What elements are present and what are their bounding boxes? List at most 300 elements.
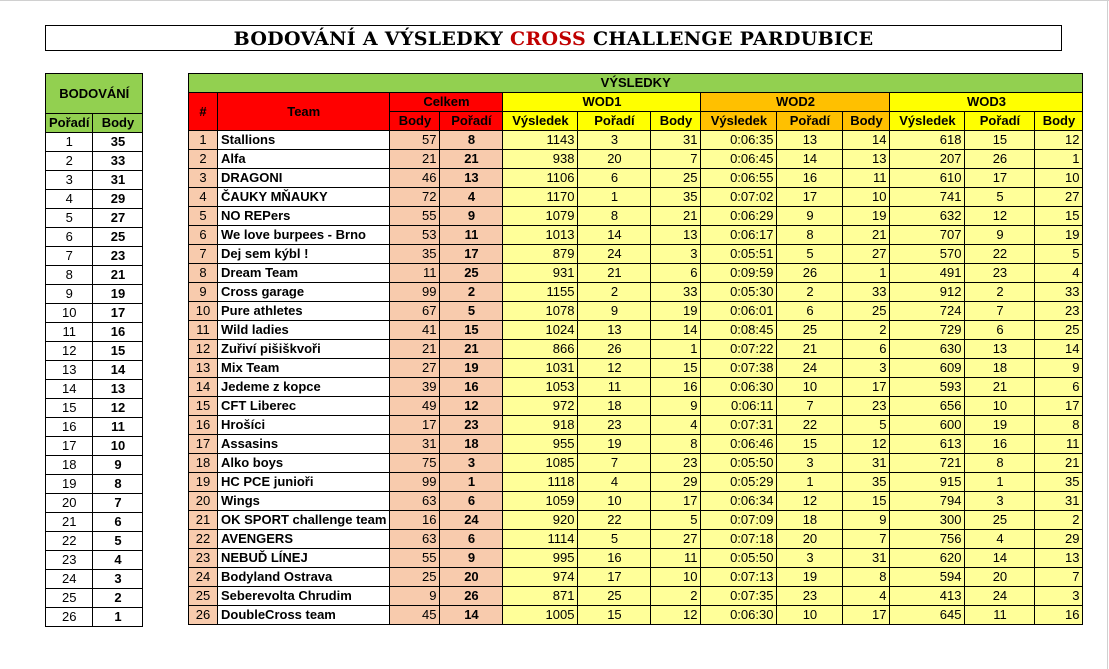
cell-wod2-body: 4	[843, 587, 890, 606]
cell-wod2-body: 11	[843, 169, 890, 188]
cell-wod2-poradi: 6	[777, 302, 843, 321]
cell-wod3-poradi: 7	[965, 302, 1035, 321]
cell-wod1-poradi: 7	[578, 454, 651, 473]
cell-wod1-poradi: 12	[578, 359, 651, 378]
cell-num: 6	[189, 226, 218, 245]
sub-wod2-body: Body	[843, 112, 890, 131]
cell-wod1-poradi: 22	[578, 511, 651, 530]
cell-num: 7	[189, 245, 218, 264]
cell-wod1-body: 23	[651, 454, 701, 473]
cell-wod3-body: 16	[1035, 606, 1083, 625]
cell-wod1-poradi: 13	[578, 321, 651, 340]
cell-wod1-body: 12	[651, 606, 701, 625]
cell-wod2-vysledek: 0:06:46	[701, 435, 777, 454]
cell-wod1-body: 5	[651, 511, 701, 530]
cell-wod3-poradi: 1	[965, 473, 1035, 492]
cell-wod2-poradi: 7	[777, 397, 843, 416]
cell-wod2-poradi: 13	[777, 131, 843, 150]
cell-total-body: 35	[390, 245, 440, 264]
cell-wod1-vysledek: 866	[503, 340, 578, 359]
cell-wod2-vysledek: 0:06:30	[701, 378, 777, 397]
cell-wod2-poradi: 19	[777, 568, 843, 587]
cell-total-body: 53	[390, 226, 440, 245]
cell-wod1-poradi: 5	[578, 530, 651, 549]
scoring-rank: 6	[46, 228, 93, 247]
cell-wod2-vysledek: 0:05:30	[701, 283, 777, 302]
cell-wod3-body: 7	[1035, 568, 1083, 587]
cell-team: Hrošíci	[218, 416, 390, 435]
cell-team: Jedeme z kopce	[218, 378, 390, 397]
cell-wod1-vysledek: 1078	[503, 302, 578, 321]
cell-num: 5	[189, 207, 218, 226]
cell-wod2-vysledek: 0:07:35	[701, 587, 777, 606]
scoring-rank: 17	[46, 437, 93, 456]
scoring-row	[46, 570, 143, 589]
cell-wod1-vysledek: 1143	[503, 131, 578, 150]
cell-wod3-body: 3	[1035, 587, 1083, 606]
col-num: #	[189, 93, 218, 131]
cell-wod1-body: 7	[651, 150, 701, 169]
cell-wod1-body: 3	[651, 245, 701, 264]
title-text-2: CHALLENGE PARDUBICE	[586, 28, 874, 50]
table-row	[189, 150, 1083, 169]
scoring-rank: 3	[46, 171, 93, 190]
cell-wod1-body: 21	[651, 207, 701, 226]
cell-num: 25	[189, 587, 218, 606]
cell-num: 13	[189, 359, 218, 378]
cell-wod2-vysledek: 0:06:35	[701, 131, 777, 150]
scoring-rank: 12	[46, 342, 93, 361]
scoring-row	[46, 209, 143, 228]
sub-total-body: Body	[390, 112, 440, 131]
cell-team: CFT Liberec	[218, 397, 390, 416]
cell-wod2-poradi: 23	[777, 587, 843, 606]
cell-total-poradi: 19	[440, 359, 503, 378]
scoring-row	[46, 551, 143, 570]
sub-wod1-poradi: Pořadí	[578, 112, 651, 131]
cell-total-body: 21	[390, 150, 440, 169]
cell-wod1-body: 6	[651, 264, 701, 283]
cell-wod3-poradi: 23	[965, 264, 1035, 283]
cell-wod1-poradi: 14	[578, 226, 651, 245]
table-row	[189, 131, 1083, 150]
cell-wod2-body: 27	[843, 245, 890, 264]
cell-wod3-vysledek: 632	[890, 207, 965, 226]
cell-wod3-body: 1	[1035, 150, 1083, 169]
cell-wod1-vysledek: 1170	[503, 188, 578, 207]
cell-wod1-body: 11	[651, 549, 701, 568]
cell-wod2-body: 17	[843, 378, 890, 397]
cell-total-body: 55	[390, 549, 440, 568]
cell-team: Seberevolta Chrudim	[218, 587, 390, 606]
cell-wod3-poradi: 16	[965, 435, 1035, 454]
cell-wod2-poradi: 18	[777, 511, 843, 530]
cell-total-body: 45	[390, 606, 440, 625]
scoring-row	[46, 532, 143, 551]
cell-total-poradi: 9	[440, 549, 503, 568]
cell-total-poradi: 17	[440, 245, 503, 264]
scoring-points: 6	[93, 513, 143, 532]
table-row	[189, 226, 1083, 245]
scoring-points: 27	[93, 209, 143, 228]
cell-num: 18	[189, 454, 218, 473]
cell-wod3-poradi: 10	[965, 397, 1035, 416]
scoring-row	[46, 437, 143, 456]
cell-wod2-vysledek: 0:09:59	[701, 264, 777, 283]
cell-wod1-vysledek: 1155	[503, 283, 578, 302]
scoring-row	[46, 323, 143, 342]
table-row	[189, 169, 1083, 188]
cell-total-body: 25	[390, 568, 440, 587]
cell-wod3-body: 8	[1035, 416, 1083, 435]
cell-wod2-poradi: 20	[777, 530, 843, 549]
cell-total-poradi: 20	[440, 568, 503, 587]
cell-total-body: 99	[390, 473, 440, 492]
scoring-points: 11	[93, 418, 143, 437]
sub-wod3-body: Body	[1035, 112, 1083, 131]
cell-num: 14	[189, 378, 218, 397]
cell-num: 1	[189, 131, 218, 150]
cell-total-poradi: 25	[440, 264, 503, 283]
cell-total-body: 67	[390, 302, 440, 321]
cell-wod3-poradi: 11	[965, 606, 1035, 625]
cell-wod3-vysledek: 570	[890, 245, 965, 264]
cell-wod1-body: 27	[651, 530, 701, 549]
cell-wod2-body: 25	[843, 302, 890, 321]
table-row	[189, 264, 1083, 283]
cell-team: DRAGONI	[218, 169, 390, 188]
scoring-rank: 9	[46, 285, 93, 304]
scoring-rank: 18	[46, 456, 93, 475]
cell-wod1-poradi: 18	[578, 397, 651, 416]
cell-wod2-body: 31	[843, 549, 890, 568]
cell-total-body: 17	[390, 416, 440, 435]
cell-wod2-vysledek: 0:08:45	[701, 321, 777, 340]
sub-wod2-vysledek: Výsledek	[701, 112, 777, 131]
cell-num: 19	[189, 473, 218, 492]
cell-total-body: 11	[390, 264, 440, 283]
cell-wod1-poradi: 6	[578, 169, 651, 188]
cell-num: 23	[189, 549, 218, 568]
cell-wod1-vysledek: 955	[503, 435, 578, 454]
cell-num: 15	[189, 397, 218, 416]
sub-total-poradi: Pořadí	[440, 112, 503, 131]
scoring-rank: 13	[46, 361, 93, 380]
cell-wod1-body: 25	[651, 169, 701, 188]
cell-total-poradi: 23	[440, 416, 503, 435]
cell-team: ČAUKY MŇAUKY	[218, 188, 390, 207]
cell-wod3-body: 17	[1035, 397, 1083, 416]
scoring-row	[46, 190, 143, 209]
cell-wod2-vysledek: 0:05:51	[701, 245, 777, 264]
sub-wod1-vysledek: Výsledek	[503, 112, 578, 131]
cell-num: 11	[189, 321, 218, 340]
cell-wod3-vysledek: 724	[890, 302, 965, 321]
scoring-rank: 22	[46, 532, 93, 551]
table-row	[189, 416, 1083, 435]
cell-total-poradi: 13	[440, 169, 503, 188]
cell-team: Wings	[218, 492, 390, 511]
cell-wod3-body: 2	[1035, 511, 1083, 530]
cell-team: Wild ladies	[218, 321, 390, 340]
cell-wod2-vysledek: 0:07:13	[701, 568, 777, 587]
scoring-rank: 4	[46, 190, 93, 209]
scoring-rank: 14	[46, 380, 93, 399]
cell-wod2-vysledek: 0:05:50	[701, 549, 777, 568]
scoring-points: 8	[93, 475, 143, 494]
scoring-points: 5	[93, 532, 143, 551]
table-row	[189, 378, 1083, 397]
sub-wod3-poradi: Pořadí	[965, 112, 1035, 131]
cell-num: 26	[189, 606, 218, 625]
cell-wod2-body: 15	[843, 492, 890, 511]
cell-wod2-vysledek: 0:07:22	[701, 340, 777, 359]
cell-wod2-body: 19	[843, 207, 890, 226]
cell-wod2-vysledek: 0:07:31	[701, 416, 777, 435]
cell-wod1-vysledek: 1114	[503, 530, 578, 549]
scoring-points: 13	[93, 380, 143, 399]
cell-wod3-poradi: 2	[965, 283, 1035, 302]
cell-wod3-vysledek: 618	[890, 131, 965, 150]
cell-num: 21	[189, 511, 218, 530]
cell-wod2-vysledek: 0:07:18	[701, 530, 777, 549]
cell-num: 10	[189, 302, 218, 321]
cell-wod2-vysledek: 0:06:55	[701, 169, 777, 188]
cell-total-body: 21	[390, 340, 440, 359]
cell-wod2-body: 31	[843, 454, 890, 473]
scoring-row	[46, 266, 143, 285]
cell-wod3-body: 27	[1035, 188, 1083, 207]
cell-wod1-poradi: 19	[578, 435, 651, 454]
cell-wod1-poradi: 3	[578, 131, 651, 150]
cell-wod1-poradi: 20	[578, 150, 651, 169]
col-wod3: WOD3	[890, 93, 1083, 112]
cell-wod2-body: 21	[843, 226, 890, 245]
sub-wod2-poradi: Pořadí	[777, 112, 843, 131]
cell-num: 2	[189, 150, 218, 169]
cell-wod3-vysledek: 645	[890, 606, 965, 625]
cell-wod3-poradi: 12	[965, 207, 1035, 226]
cell-wod1-poradi: 8	[578, 207, 651, 226]
cell-wod3-vysledek: 613	[890, 435, 965, 454]
table-row	[189, 511, 1083, 530]
cell-wod3-body: 33	[1035, 283, 1083, 302]
scoring-points: 3	[93, 570, 143, 589]
cell-wod2-poradi: 22	[777, 416, 843, 435]
cell-wod3-poradi: 13	[965, 340, 1035, 359]
col-team: Team	[218, 93, 390, 131]
cell-wod1-vysledek: 1024	[503, 321, 578, 340]
cell-wod3-poradi: 15	[965, 131, 1035, 150]
cell-wod2-vysledek: 0:05:29	[701, 473, 777, 492]
scoring-row	[46, 304, 143, 323]
cell-total-body: 49	[390, 397, 440, 416]
cell-total-body: 31	[390, 435, 440, 454]
table-row	[189, 397, 1083, 416]
page-title	[45, 25, 1062, 51]
cell-wod3-vysledek: 600	[890, 416, 965, 435]
cell-wod3-vysledek: 912	[890, 283, 965, 302]
cell-wod3-poradi: 25	[965, 511, 1035, 530]
cell-wod3-body: 21	[1035, 454, 1083, 473]
scoring-points: 2	[93, 589, 143, 608]
cell-wod3-body: 19	[1035, 226, 1083, 245]
scoring-row	[46, 285, 143, 304]
cell-num: 8	[189, 264, 218, 283]
cell-total-body: 16	[390, 511, 440, 530]
cell-team: Bodyland Ostrava	[218, 568, 390, 587]
col-wod2: WOD2	[701, 93, 890, 112]
cell-total-poradi: 18	[440, 435, 503, 454]
table-row	[189, 549, 1083, 568]
cell-wod1-poradi: 16	[578, 549, 651, 568]
cell-wod2-body: 10	[843, 188, 890, 207]
table-row	[189, 207, 1083, 226]
scoring-points: 17	[93, 304, 143, 323]
cell-wod1-poradi: 26	[578, 340, 651, 359]
cell-wod1-poradi: 9	[578, 302, 651, 321]
cell-wod1-vysledek: 918	[503, 416, 578, 435]
cell-wod1-vysledek: 931	[503, 264, 578, 283]
cell-wod3-poradi: 14	[965, 549, 1035, 568]
cell-wod2-poradi: 14	[777, 150, 843, 169]
cell-total-body: 63	[390, 530, 440, 549]
cell-wod3-vysledek: 741	[890, 188, 965, 207]
cell-wod1-vysledek: 1013	[503, 226, 578, 245]
cell-wod3-poradi: 17	[965, 169, 1035, 188]
cell-wod1-body: 13	[651, 226, 701, 245]
cell-wod3-vysledek: 794	[890, 492, 965, 511]
cell-wod3-vysledek: 915	[890, 473, 965, 492]
scoring-rank: 24	[46, 570, 93, 589]
scoring-rank: 10	[46, 304, 93, 323]
cell-wod3-vysledek: 593	[890, 378, 965, 397]
scoring-rank: 19	[46, 475, 93, 494]
table-row	[189, 359, 1083, 378]
cell-total-poradi: 24	[440, 511, 503, 530]
cell-team: Assasins	[218, 435, 390, 454]
cell-wod1-poradi: 17	[578, 568, 651, 587]
cell-wod1-poradi: 23	[578, 416, 651, 435]
cell-wod2-poradi: 8	[777, 226, 843, 245]
cell-wod3-vysledek: 729	[890, 321, 965, 340]
cell-total-poradi: 3	[440, 454, 503, 473]
cell-wod3-body: 5	[1035, 245, 1083, 264]
cell-wod2-body: 3	[843, 359, 890, 378]
cell-wod1-body: 19	[651, 302, 701, 321]
cell-wod1-poradi: 2	[578, 283, 651, 302]
cell-wod1-vysledek: 1005	[503, 606, 578, 625]
cell-wod2-poradi: 16	[777, 169, 843, 188]
cell-wod2-body: 1	[843, 264, 890, 283]
table-row	[189, 188, 1083, 207]
cell-total-body: 99	[390, 283, 440, 302]
sub-wod3-vysledek: Výsledek	[890, 112, 965, 131]
cell-total-poradi: 1	[440, 473, 503, 492]
scoring-points: 31	[93, 171, 143, 190]
scoring-rank: 16	[46, 418, 93, 437]
cell-wod2-vysledek: 0:06:45	[701, 150, 777, 169]
scoring-row	[46, 342, 143, 361]
cell-wod2-poradi: 3	[777, 549, 843, 568]
scoring-points: 14	[93, 361, 143, 380]
scoring-row	[46, 133, 143, 152]
cell-wod1-vysledek: 879	[503, 245, 578, 264]
results-header: VÝSLEDKY	[189, 74, 1083, 93]
scoring-rank: 5	[46, 209, 93, 228]
cell-wod2-body: 35	[843, 473, 890, 492]
cell-total-body: 46	[390, 169, 440, 188]
cell-wod3-body: 9	[1035, 359, 1083, 378]
cell-wod2-poradi: 17	[777, 188, 843, 207]
cell-wod1-poradi: 11	[578, 378, 651, 397]
cell-wod2-poradi: 1	[777, 473, 843, 492]
cell-wod1-vysledek: 1106	[503, 169, 578, 188]
scoring-points: 33	[93, 152, 143, 171]
cell-wod2-body: 13	[843, 150, 890, 169]
scoring-rank: 25	[46, 589, 93, 608]
scoring-points: 35	[93, 133, 143, 152]
cell-wod2-poradi: 12	[777, 492, 843, 511]
cell-total-poradi: 26	[440, 587, 503, 606]
table-row	[189, 606, 1083, 625]
cell-num: 17	[189, 435, 218, 454]
scoring-rank: 21	[46, 513, 93, 532]
cell-total-poradi: 16	[440, 378, 503, 397]
cell-wod2-poradi: 24	[777, 359, 843, 378]
table-row	[189, 321, 1083, 340]
scoring-table	[45, 73, 143, 627]
cell-wod3-vysledek: 491	[890, 264, 965, 283]
cell-wod1-vysledek: 972	[503, 397, 578, 416]
cell-wod3-poradi: 18	[965, 359, 1035, 378]
table-row	[189, 245, 1083, 264]
cell-wod2-poradi: 15	[777, 435, 843, 454]
table-row	[189, 587, 1083, 606]
cell-wod1-poradi: 24	[578, 245, 651, 264]
cell-wod2-poradi: 5	[777, 245, 843, 264]
cell-wod3-poradi: 20	[965, 568, 1035, 587]
cell-total-body: 57	[390, 131, 440, 150]
cell-total-poradi: 21	[440, 150, 503, 169]
scoring-row	[46, 228, 143, 247]
cell-wod1-poradi: 21	[578, 264, 651, 283]
cell-total-poradi: 6	[440, 492, 503, 511]
cell-wod2-body: 12	[843, 435, 890, 454]
cell-wod2-body: 7	[843, 530, 890, 549]
cell-num: 20	[189, 492, 218, 511]
cell-wod1-body: 1	[651, 340, 701, 359]
cell-wod2-vysledek: 0:06:11	[701, 397, 777, 416]
cell-wod1-vysledek: 1031	[503, 359, 578, 378]
cell-wod1-body: 9	[651, 397, 701, 416]
cell-wod3-body: 25	[1035, 321, 1083, 340]
cell-wod1-poradi: 10	[578, 492, 651, 511]
cell-wod1-vysledek: 871	[503, 587, 578, 606]
cell-total-poradi: 4	[440, 188, 503, 207]
cell-wod2-vysledek: 0:06:01	[701, 302, 777, 321]
cell-wod3-poradi: 26	[965, 150, 1035, 169]
cell-team: Cross garage	[218, 283, 390, 302]
scoring-points: 12	[93, 399, 143, 418]
cell-wod3-poradi: 9	[965, 226, 1035, 245]
cell-wod1-body: 15	[651, 359, 701, 378]
cell-team: OK SPORT challenge team	[218, 511, 390, 530]
cell-wod2-vysledek: 0:06:29	[701, 207, 777, 226]
cell-wod2-body: 2	[843, 321, 890, 340]
cell-wod2-vysledek: 0:07:38	[701, 359, 777, 378]
cell-num: 22	[189, 530, 218, 549]
